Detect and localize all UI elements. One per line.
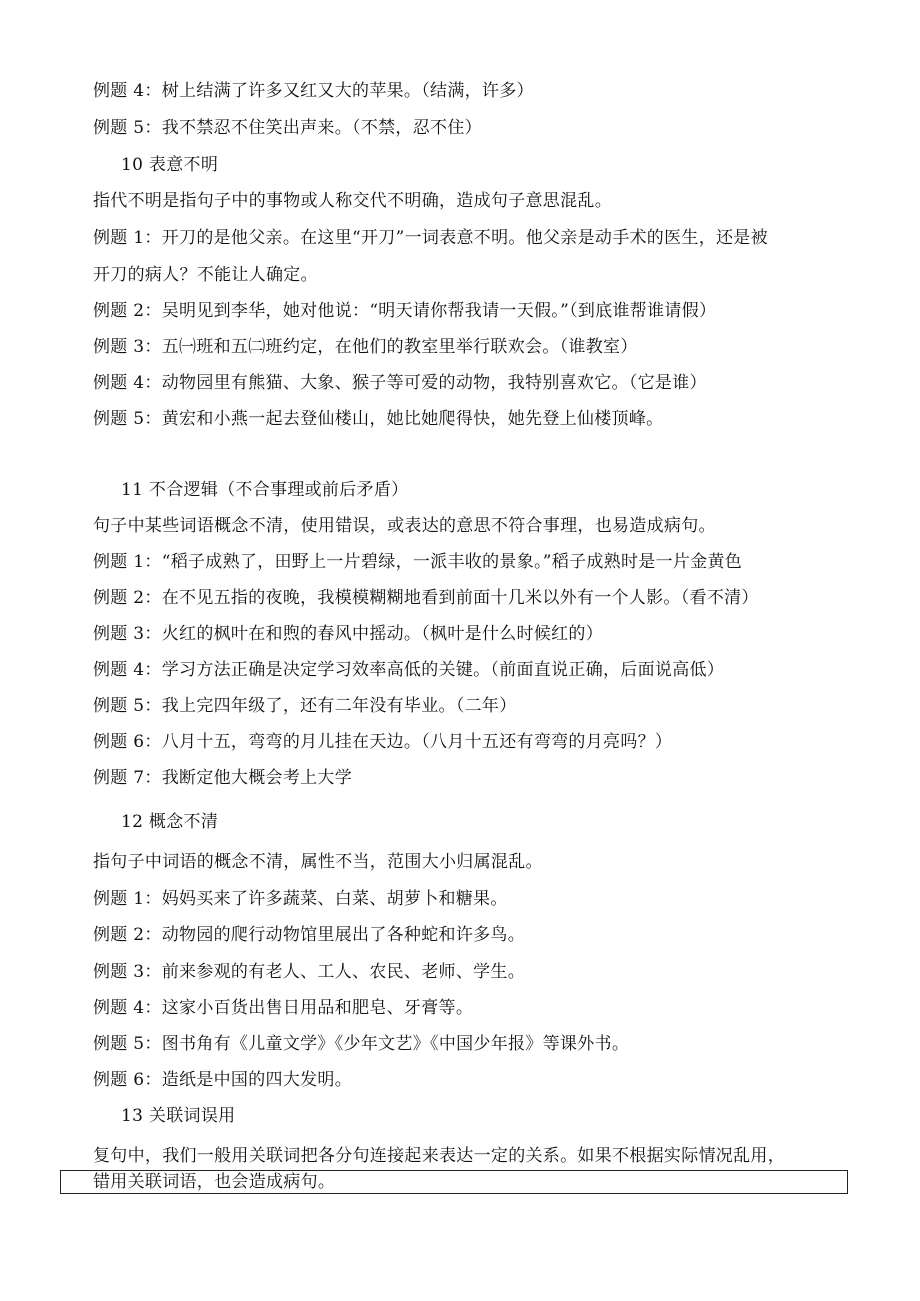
definition-line: 句子中某些词语概念不清，使用错误，或表达的意思不符合事理，也易造成病句。 (93, 516, 716, 536)
example-line: 例题 1：“稻子成熟了，田野上一片碧绿，一派丰收的景象。”稻子成熟时是一片金黄色 (93, 552, 743, 572)
example-line: 例题 4：学习方法正确是决定学习效率高低的关键。（前面直说正确，后面说高低） (93, 660, 725, 680)
definition-line: 错用关联词语，也会造成病句。 (93, 1172, 336, 1192)
example-line: 例题 4：树上结满了许多又红又大的苹果。（结满，许多） (93, 81, 534, 101)
example-line: 例题 3：火红的枫叶在和煦的春风中摇动。（枫叶是什么时候红的） (93, 624, 604, 644)
example-line: 例题 5：黄宏和小燕一起去登仙楼山，她比她爬得快，她先登上仙楼顶峰。 (93, 409, 664, 429)
definition-line: 指句子中词语的概念不清，属性不当，范围大小归属混乱。 (93, 852, 543, 872)
definition-line: 复句中，我们一般用关联词把各分句连接起来表达一定的关系。如果不根据实际情况乱用， (93, 1146, 785, 1166)
example-line: 例题 3：前来参观的有老人、工人、农民、老师、学生。 (93, 962, 526, 982)
section-heading: 11 不合逻辑（不合事理或前后矛盾） (121, 480, 409, 500)
example-line: 例题 1：妈妈买来了许多蔬菜、白菜、胡萝卜和糖果。 (93, 889, 508, 909)
section-heading: 13 关联词误用 (121, 1106, 236, 1126)
example-line: 例题 7：我断定他大概会考上大学 (93, 768, 353, 788)
example-line: 例题 4：这家小百货出售日用品和肥皂、牙膏等。 (93, 998, 474, 1018)
example-line: 例题 6：造纸是中国的四大发明。 (93, 1070, 353, 1090)
definition-line: 指代不明是指句子中的事物或人称交代不明确，造成句子意思混乱。 (93, 191, 612, 211)
section-heading: 10 表意不明 (121, 155, 219, 175)
example-line: 例题 6：八月十五，弯弯的月儿挂在天边。（八月十五还有弯弯的月亮吗？） (93, 732, 673, 752)
example-line: 例题 5：我上完四年级了，还有二年没有毕业。（二年） (93, 696, 517, 716)
example-line: 例题 3：五㈠班和五㈡班约定，在他们的教室里举行联欢会。（谁教室） (93, 337, 638, 357)
example-line: 例题 1：开刀的是他父亲。在这里“开刀”一词表意不明。他父亲是动手术的医生，还是被 (93, 228, 768, 248)
section-heading: 12 概念不清 (121, 812, 219, 832)
example-line: 开刀的病人？不能让人确定。 (93, 265, 318, 285)
example-line: 例题 2：吴明见到李华，她对他说：“明天请你帮我请一天假。”（到底谁帮谁请假） (93, 301, 717, 321)
example-line: 例题 2：动物园的爬行动物馆里展出了各种蛇和许多鸟。 (93, 925, 526, 945)
example-line: 例题 4：动物园里有熊猫、大象、猴子等可爱的动物，我特别喜欢它。（它是谁） (93, 373, 707, 393)
example-line: 例题 5：我不禁忍不住笑出声来。（不禁，忍不住） (93, 118, 482, 138)
example-line: 例题 2：在不见五指的夜晚，我模模糊糊地看到前面十几米以外有一个人影。（看不清） (93, 588, 759, 608)
example-line: 例题 5：图书角有《儿童文学》《少年文艺》《中国少年报》等课外书。 (93, 1034, 630, 1054)
